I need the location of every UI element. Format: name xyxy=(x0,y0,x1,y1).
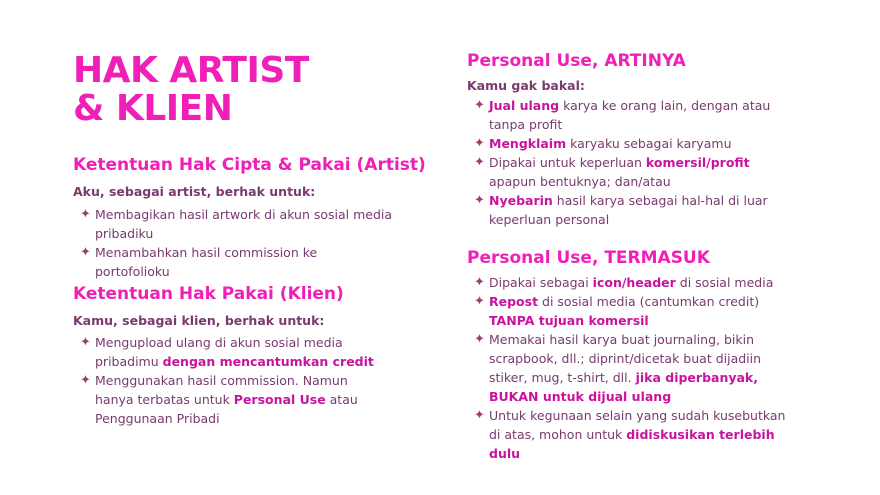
sparkle-icon: ✦ xyxy=(474,275,485,290)
list-item-text-post: di sosial media (cantumkan credit) xyxy=(538,294,760,309)
page-title xyxy=(73,52,309,128)
personal-use-includes-heading: Personal Use, TERMASUK xyxy=(467,248,710,268)
list-item xyxy=(467,191,777,229)
list-item-highlight: Repost xyxy=(489,294,539,309)
list-item xyxy=(467,273,787,292)
sparkle-icon: ✦ xyxy=(474,136,485,151)
list-item xyxy=(467,153,777,191)
list-item-text-post: apapun bentuknya; dan/atau xyxy=(489,174,671,189)
list-item-text-post: atau Penggunaan Pribadi xyxy=(95,392,358,426)
artist-section-heading: Ketentuan Hak Cipta & Pakai (Artist) xyxy=(73,155,426,175)
list-item-text-post: hasil karya sebagai hal-hal di luar keperluan personal xyxy=(489,193,768,227)
list-item-text: Memakai hasil karya buat journaling, bikin scrapbook, dll.; diprint/dicetak buat dijadiin stiker, mug, t-shirt, dll. xyxy=(489,332,762,385)
page-title-line1: HAK ARTIST xyxy=(73,50,309,91)
list-item-text: Menggunakan hasil commission. Namun hanya terbatas untuk xyxy=(95,373,348,407)
sparkle-icon: ✦ xyxy=(474,155,485,170)
list-item-text-post: karya ke orang lain, dengan atau tanpa profit xyxy=(489,98,771,132)
list-item-highlight-2: TANPA tujuan komersil xyxy=(489,313,649,328)
list-item-text: Mengupload ulang di akun sosial media pribadimu xyxy=(95,335,343,369)
sparkle-icon: ✦ xyxy=(80,207,91,222)
sparkle-icon: ✦ xyxy=(474,193,485,208)
list-item xyxy=(73,243,393,281)
list-item-text: Dipakai sebagai xyxy=(489,275,593,290)
sparkle-icon: ✦ xyxy=(80,373,91,388)
list-item-text: Membagikan hasil artwork di akun sosial media pribadiku xyxy=(95,207,393,241)
sparkle-icon: ✦ xyxy=(474,332,485,347)
personal-use-meaning-list xyxy=(467,96,777,229)
client-lead: Kamu, sebagai klien, berhak untuk: xyxy=(73,313,325,328)
list-item-highlight: Personal Use xyxy=(233,392,326,407)
artist-rights-list xyxy=(73,205,393,281)
list-item-highlight: icon/header xyxy=(592,275,676,290)
personal-use-includes-list xyxy=(467,273,787,463)
list-item-text: Untuk kegunaan selain yang sudah kusebutkan di atas, mohon untuk xyxy=(489,408,786,442)
client-rights-list xyxy=(73,333,383,428)
list-item-text: Dipakai untuk keperluan xyxy=(489,155,646,170)
list-item-highlight: didiskusikan terlebih dulu xyxy=(489,427,775,461)
list-item xyxy=(73,333,383,371)
sparkle-icon: ✦ xyxy=(474,294,485,309)
list-item xyxy=(467,96,777,134)
list-item xyxy=(467,292,787,330)
personal-use-meaning-heading: Personal Use, ARTINYA xyxy=(467,51,686,71)
client-section-heading: Ketentuan Hak Pakai (Klien) xyxy=(73,284,344,304)
list-item-highlight: dengan mencantumkan credit xyxy=(162,354,374,369)
list-item-highlight: jika diperbanyak, BUKAN untuk dijual ulang xyxy=(489,370,758,404)
personal-use-meaning-lead: Kamu gak bakal: xyxy=(467,78,585,93)
list-item-highlight: Mengklaim xyxy=(489,136,567,151)
list-item-highlight: Jual ulang xyxy=(489,98,560,113)
sparkle-icon: ✦ xyxy=(80,245,91,260)
list-item-text: Menambahkan hasil commission ke portofolioku xyxy=(95,245,318,279)
sparkle-icon: ✦ xyxy=(474,98,485,113)
list-item-text-post: karyaku sebagai karyamu xyxy=(566,136,732,151)
artist-lead: Aku, sebagai artist, berhak untuk: xyxy=(73,184,316,199)
sparkle-icon: ✦ xyxy=(80,335,91,350)
list-item-highlight: Nyebarin xyxy=(489,193,553,208)
list-item xyxy=(467,406,787,463)
list-item xyxy=(73,205,393,243)
list-item xyxy=(467,330,787,406)
list-item-highlight: komersil/profit xyxy=(645,155,750,170)
list-item xyxy=(73,371,383,428)
list-item xyxy=(467,134,777,153)
sparkle-icon: ✦ xyxy=(474,408,485,423)
list-item-text-post: di sosial media xyxy=(675,275,774,290)
page-title-line2: & KLIEN xyxy=(73,88,233,129)
